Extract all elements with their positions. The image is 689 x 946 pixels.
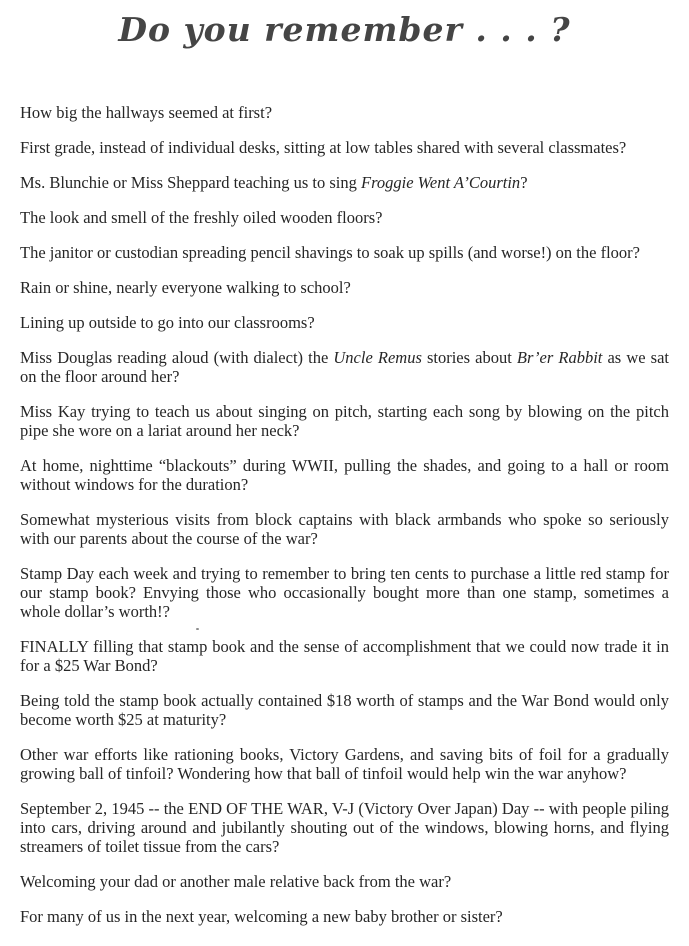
question-paragraph xyxy=(20,243,669,262)
question-paragraph xyxy=(20,872,669,891)
text-segment: How big the hallways seemed at first? xyxy=(20,103,273,122)
text-segment: The look and smell of the freshly oiled wooden floors? xyxy=(20,208,383,227)
question-paragraph xyxy=(20,564,669,621)
question-paragraph xyxy=(20,138,669,157)
question-paragraph xyxy=(20,402,669,440)
text-segment: Welcoming your dad or another male relative back from the war? xyxy=(20,872,452,891)
italic-phrase: Uncle Remus xyxy=(333,348,422,367)
text-segment: First grade, instead of individual desks, sitting at low tables shared with several classmates? xyxy=(20,138,627,157)
text-segment: For many of us in the next year, welcoming a new baby brother or sister? xyxy=(20,907,503,926)
text-segment: Being told the stamp book actually contained $18 worth of stamps and the War Bond would only become worth $25 at maturity? xyxy=(20,691,669,729)
text-segment: Somewhat mysterious visits from block captains with black armbands who spoke so seriously with our parents about the course of the war? xyxy=(20,510,669,548)
text-segment: At home, nighttime “blackouts” during WWII, pulling the shades, and going to a hall or room without windows for the duration? xyxy=(20,456,669,494)
question-paragraph xyxy=(20,510,669,548)
question-paragraph xyxy=(20,208,669,227)
text-segment: Lining up outside to go into our classrooms? xyxy=(20,313,315,332)
question-paragraph xyxy=(20,348,669,386)
text-segment: Stamp Day each week and trying to remember to bring ten cents to purchase a little red stamp for our stamp book? Envying those who occasionally bought more than one stamp, sometimes a whole dollar’s worth!? xyxy=(20,564,669,621)
question-paragraph xyxy=(20,456,669,494)
question-paragraph xyxy=(20,799,669,856)
italic-phrase: Br’er Rabbit xyxy=(516,348,603,367)
question-paragraph xyxy=(20,691,669,729)
text-segment: stories about xyxy=(421,348,517,367)
question-paragraph xyxy=(20,637,669,675)
question-paragraph xyxy=(20,745,669,783)
text-segment: Other war efforts like rationing books, Victory Gardens, and saving bits of foil for a gradually growing ball of tinfoil? Wondering how that ball of tinfoil would help win the war anyhow? xyxy=(20,745,669,783)
text-segment: as we sat on the floor around her? xyxy=(20,348,669,386)
question-paragraph xyxy=(20,173,669,192)
text-segment: Miss Kay trying to teach us about singing on pitch, starting each song by blowing on the pitch pipe she wore on a lariat around her neck? xyxy=(20,402,669,440)
text-segment: September 2, 1945 -- the END OF THE WAR, V-J (Victory Over Japan) Day -- with people piling into cars, driving around and jubilantly shouting out of the windows, blowing horns, and flying streamers of toilet tissue from the cars? xyxy=(20,799,669,856)
text-segment: Ms. Blunchie or Miss Sheppard teaching us to sing xyxy=(20,173,361,192)
question-paragraph xyxy=(20,278,669,297)
text-segment: Miss Douglas reading aloud (with dialect) the xyxy=(20,348,334,367)
text-segment: ? xyxy=(520,173,528,192)
page-title: Do you remember . . . ? xyxy=(118,10,571,49)
text-segment: Rain or shine, nearly everyone walking to school? xyxy=(20,278,351,297)
question-paragraph xyxy=(20,313,669,332)
question-list xyxy=(0,103,689,926)
question-paragraph xyxy=(20,907,669,926)
scan-artifact-dot xyxy=(196,628,199,630)
text-segment: FINALLY filling that stamp book and the sense of accomplishment that we could now trade it in for a $25 War Bond? xyxy=(20,637,669,675)
italic-phrase: Froggie Went A’Courtin xyxy=(360,173,521,192)
text-segment: The janitor or custodian spreading pencil shavings to soak up spills (and worse!) on the floor? xyxy=(20,243,640,262)
question-paragraph xyxy=(20,103,669,122)
